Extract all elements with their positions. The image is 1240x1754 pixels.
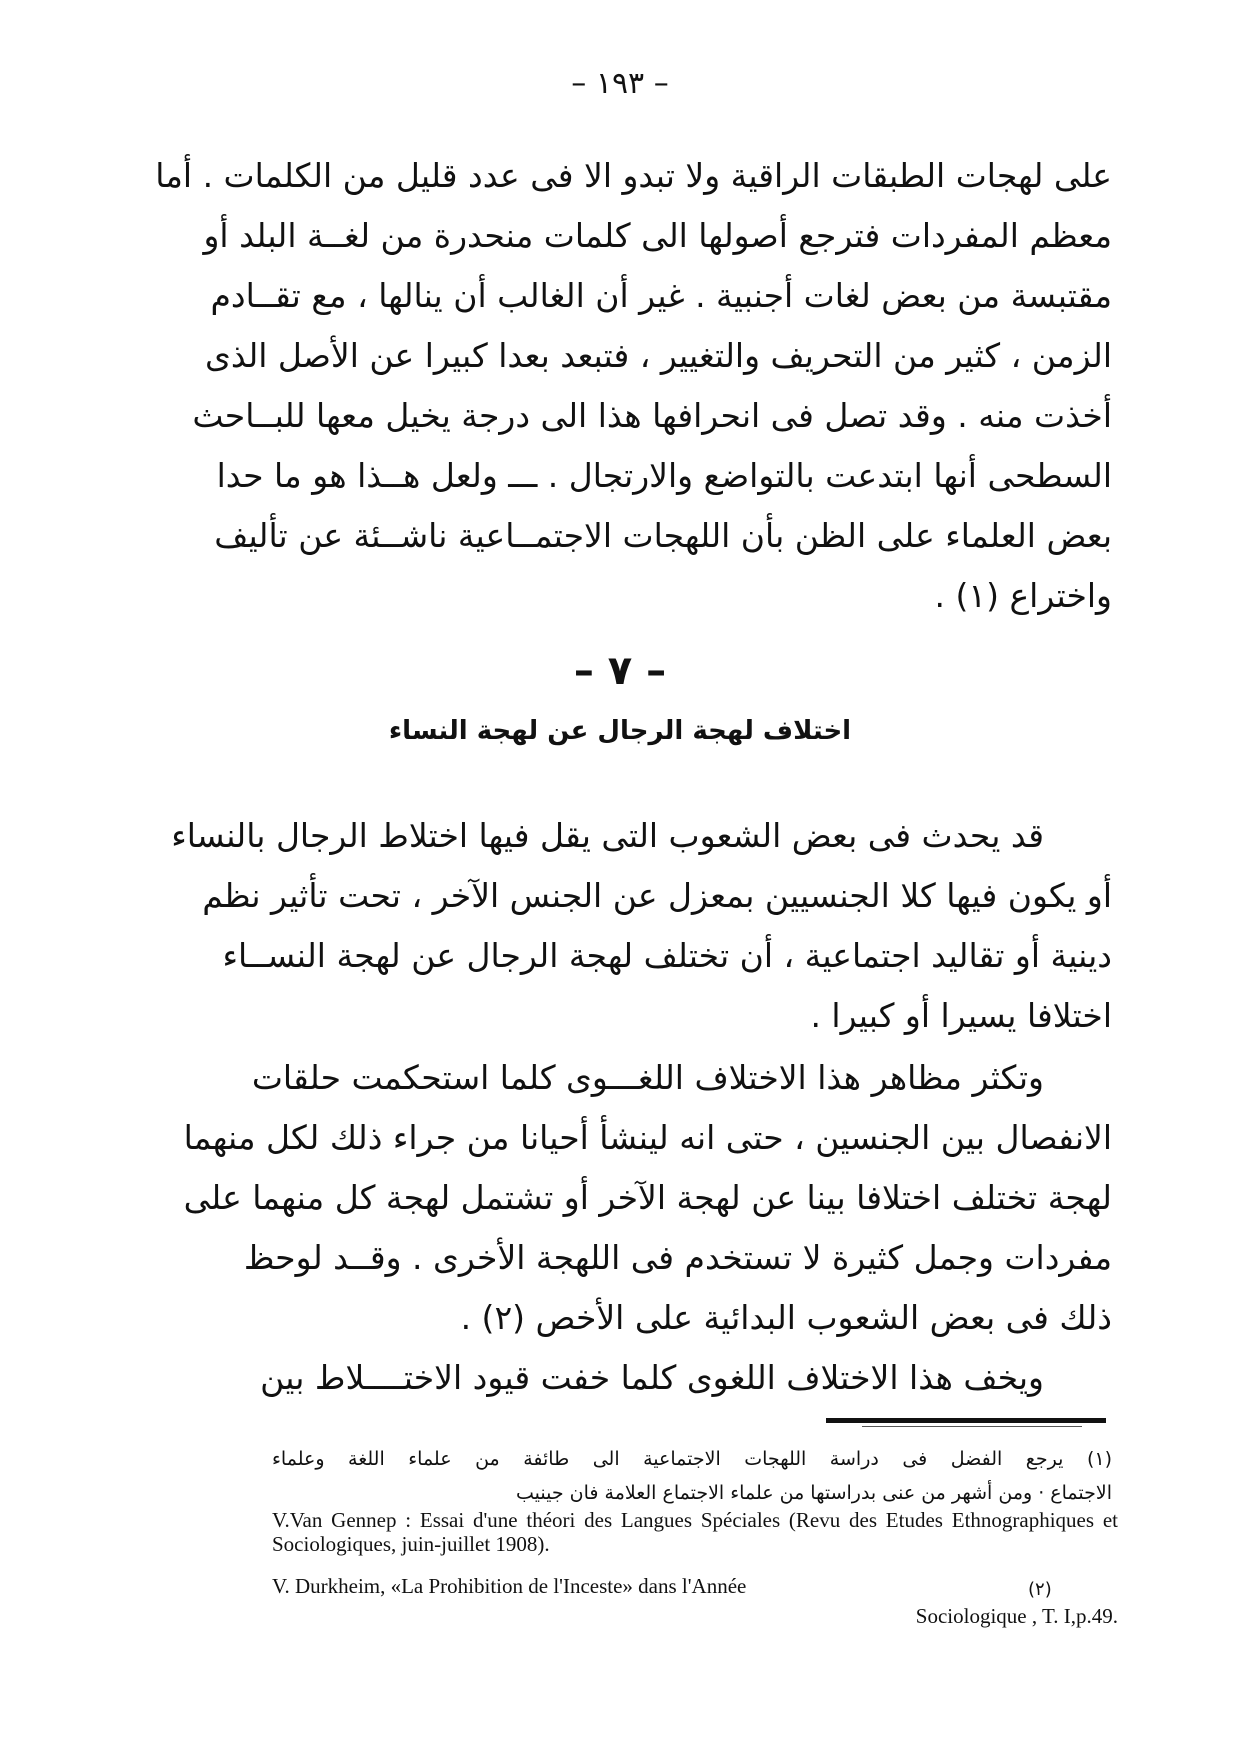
footnote-2	[272, 1572, 1118, 1600]
footnote-2-citation-continued: Sociologique , T. I,p.49.	[915, 1604, 1118, 1628]
footnote-2-marker: (٢)	[1028, 1579, 1052, 1600]
footnote-separator	[826, 1418, 1106, 1423]
paragraph	[183, 1048, 1112, 1348]
text-line: السطحى أنها ابتدعت بالتواضع والارتجال . ـــ ولعل هــذا هو ما حدا	[216, 456, 1112, 495]
text-line: الزمن ، كثير من التحريف والتغيير ، فتبعد بعدا كبيرا عن الأصل الذى	[205, 336, 1112, 375]
text-line: أو يكون فيها كلا الجنسيين بمعزل عن الجنس الآخر ، تحت تأثير نظم	[202, 876, 1112, 915]
text-line: معظم المفردات فترجع أصولها الى كلمات منحدرة من لغــة البلد أو	[203, 216, 1112, 255]
text-line: بعض العلماء على الظن بأن اللهجات الاجتمــاعية ناشــئة عن تأليف	[214, 516, 1112, 555]
text-line: ذلك فى بعض الشعوب البدائية على الأخص (٢) .	[460, 1298, 1112, 1337]
text-line: مفردات وجمل كثيرة لا تستخدم فى اللهجة الأخرى . وقــد لوحظ	[243, 1238, 1112, 1277]
paragraph-continuation	[155, 146, 1112, 626]
text-line: واختراع (١) .	[934, 576, 1112, 615]
paragraph	[262, 1348, 1112, 1408]
page-number: – ١٩٣ –	[571, 66, 669, 101]
section-number: – ٧ –	[573, 648, 667, 694]
text-line: أخذت منه . وقد تصل فى انحرافها هذا الى درجة يخيل معها للبــاحث	[192, 396, 1112, 435]
text-line: مقتبسة من بعض لغات أجنبية . غير أن الغالب أن ينالها ، مع تقــادم	[210, 276, 1112, 315]
text-line: وتكثر مظاهر هذا الاختلاف اللغـــوى كلما استحكمت حلقات	[251, 1058, 1044, 1097]
text-line: ويخف هذا الاختلاف اللغوى كلما خفت قيود الاختــــلاط بين	[260, 1358, 1044, 1397]
footnote-1-text-continued: الاجتماع · ومن أشهر من عنى بدراستها من علماء الاجتماع العلامة فان جينيب	[516, 1482, 1112, 1504]
footnote-1-text: (١) يرجع الفضل فى دراسة اللهجات الاجتماعية الى طائفة من علماء اللغة وعلماء	[272, 1448, 1112, 1470]
paragraph	[171, 806, 1112, 1046]
text-line: اختلافا يسيرا أو كبيرا .	[810, 996, 1112, 1035]
text-line: قد يحدث فى بعض الشعوب التى يقل فيها اختلاط الرجال بالنساء	[171, 816, 1044, 855]
footnote-2-citation: V. Durkheim, «La Prohibition de l'Inceste» dans l'Année	[272, 1574, 747, 1598]
text-line: على لهجات الطبقات الراقية ولا تبدو الا فى عدد قليل من الكلمات . أما	[155, 156, 1112, 195]
text-line: لهجة تختلف اختلافا بينا عن لهجة الآخر أو تشتمل لهجة كل منهما على	[183, 1178, 1112, 1217]
footnote-1-citation: V.Van Gennep : Essai d'une théori des Langues Spéciales (Revu des Etudes Ethnographiques et Sociologiques, juin-juillet 1908).	[272, 1508, 1118, 1556]
text-line: الانفصال بين الجنسين ، حتى انه لينشأ أحيانا من جراء ذلك لكل منهما	[183, 1118, 1112, 1157]
text-line: دينية أو تقاليد اجتماعية ، أن تختلف لهجة الرجال عن لهجة النســاء	[222, 936, 1112, 975]
footnote-separator-thin	[862, 1426, 1082, 1427]
section-title: اختلاف لهجة الرجال عن لهجة النساء	[388, 716, 852, 746]
